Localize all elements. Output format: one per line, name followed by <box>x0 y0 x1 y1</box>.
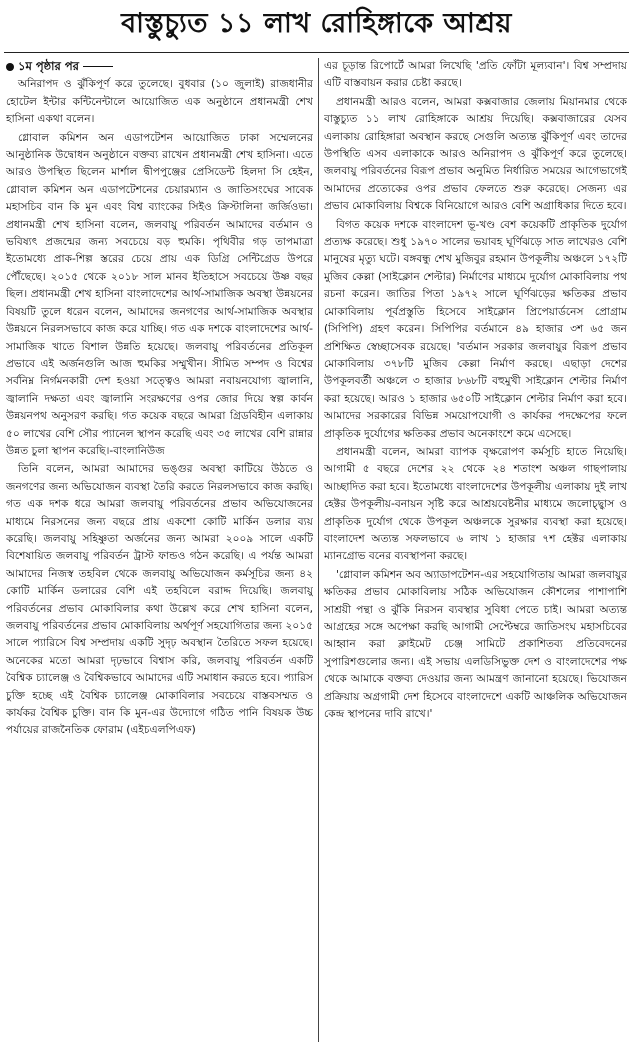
bullet-icon <box>6 63 14 71</box>
paragraph: 'গ্লোবাল কমিশন অব অ্যাডাপটেশন-এর সহযোগিতায় আমরা জলবায়ুর ক্ষতিকর প্রভাব মোকাবিলায় সঠিক অভিযোজন কৌশলের পাশাপাশি সাশ্রয়ী পন্থা ও ঝুঁকি নিরসন ব্যবস্থার সুবিধা পেতে চাই। আমরা অত্যন্ত আগ্রহের সঙ্গে অপেক্ষা করছি আগামী সেপ্টেম্বরে জাতিসংঘ মহাসচিবের আহ্বান করা ক্লাইমেট চেঞ্জ সামিটে প্রকাশিতব্য প্রতিবেদনের সুপারিশগুলোর জন্য। এই সভায় এলডিসিভুক্ত দেশ ও বাংলাদেশের পক্ষ থেকে আমাকে বক্তব্য দেওয়ার জন্য আমন্ত্রণ জানানো হয়েছে। ভিযোজন প্রক্রিয়ায় অগ্রগামী দেশ হিসেবে বাংলাদেশে একটি আঞ্চলিক অভিযোজন কেন্দ্র স্থাপনের দাবি রাখে।' <box>324 568 627 721</box>
paragraph: বিগত কয়েক দশকে বাংলাদেশ ভূ-খণ্ড বেশ কয়েকটি প্রাকৃতিক দুর্যোগ প্রত্যক্ষ করেছে। শুধু ১৯৭০ সালের ভয়াবহ ঘূর্ণিঝড়ে সাত লাখেরও বেশি মানুষের মৃত্যু ঘটে। বঙ্গবন্ধু শেখ মুজিবুর রহমান উপকূলীয় অঞ্চলে ১৭২টি মুজিব কেল্লা (সাইক্লোন শেল্টার) নির্মাণের মাধ্যমে দুর্যোগ মোকাবিলায় পথ রচনা করেন। জাতির পিতা ১৯৭২ সালে ঘূর্ণিঝড়ের ক্ষতিকর প্রভাব মোকাবিলায় পূর্বপ্রস্তুতি হিসেবে সাইক্লোন প্রিপেয়ার্ডনেস প্রোগ্রাম (সিপিপি) গ্রহণ করেন। সিপিপির বর্তমানে ৪৯ হাজার ৩শ ৬৫ জন প্রশিক্ষিত স্বেচ্ছাসেবক রয়েছে। 'বর্তমান সরকার জলবায়ুর বিরূপ প্রভাব মোকাবিলায় ৩৭৮টি মুজিব কেল্লা নির্মাণ করছে। এছাড়া দেশের উপকূলবর্তী অঞ্চলে ৩ হাজার ৮৬৮টি বহুমুখী সাইক্লোন শেল্টার নির্মাণ করা হয়েছে। আরও ১ হাজার ৬৫০টি সাইক্লোন শেল্টার নির্মাণ করা হবে। আমাদের সরকারের বিভিন্ন সময়োপযোগী ও কার্যকর পদক্ষেপের ফলে প্রাকৃতিক দুর্যোগের ক্ষতিকর প্রভাব অনেকাংশে কমে এসেছে। <box>324 218 627 440</box>
headline: বাস্তুচ্যুত ১১ লাখ রোহিঙ্গাকে আশ্রয় <box>121 8 512 39</box>
headline-rule <box>4 52 629 53</box>
paragraph: গ্লোবাল কমিশন অন এডাপটেশন আয়োজিত ঢাকা সম্মেলনের আনুষ্ঠানিক উদ্বোধন অনুষ্ঠানে বক্তব্য রাখেন প্রধানমন্ত্রী শেখ হাসিনা। এতে আরও উপস্থিত ছিলেন মার্শাল দ্বীপপুঞ্জের প্রেসিডেন্ট হিলদা সি হেইন, গ্লোবাল কমিশন অন এডাপটেশনের চেয়ারম্যান ও জাতিসংঘের সাবেক মহাসচিব বান কি মুন এবং বিশ্ব ব্যাংকের সিইও ক্রিস্টালিনা জর্জিওভা। প্রধানমন্ত্রী শেখ হাসিনা বলেন, জলবায়ু পরিবর্তন আমাদের বর্তমান ও ভবিষ্যৎ প্রজন্মের জন্য সবচেয়ে বড় হুমকি। পৃথিবীর গড় তাপমাত্রা ইতোমধ্যে প্রাক-শিল্প স্তরের চেয়ে প্রায় এক ডিগ্রি সেন্টিগ্রেড উপরে পৌঁছেছে। ২০১৫ থেকে ২০১৮ সাল মানব ইতিহাসে সবচেয়ে উষ্ণ বছর ছিল। প্রধানমন্ত্রী শেখ হাসিনা বাংলাদেশের আর্থ-সামাজিক অবস্থা উন্নয়নের বিষয়টি তুলে ধরেন বলেন, আমাদের জনগণের আর্থ-সামাজিক অবস্থার উন্নয়নে নিরলসভাবে কাজ করে যাচ্ছি। গত এক দশকে বাংলাদেশের আর্থ-সামাজিক খাতে বিশাল উন্নতি হয়েছে। জলবায়ু পরিবর্তনের প্রতিকূল প্রভাবে এই অর্জনগুলি আজ হুমকির সম্মুখীন। সীমিত সম্পদ ও বিশ্বের সর্বনিম্ন নির্গমনকারী দেশ হওয়া সত্ত্বেও আমরা নবায়নযোগ্য জ্বালানি, জ্বালানি দক্ষতা এবং জ্বালানি সংরক্ষণের ওপর জোর দিয়ে স্বল্প কার্বন উন্নয়নপথ অনুসরণ করছি। গত কয়েক বছরে আমরা গ্রিডবিহীন এলাকায় ৫০ লাখের বেশি সৌর প্যানেল স্থাপন করেছি এবং ৩৫ লাখের বেশি রান্নার উন্নত চুলা স্থাপন করেছি।-বাংলানিউজ <box>6 131 313 457</box>
continuation-line <box>83 66 113 67</box>
article-column-left <box>6 58 313 1042</box>
paragraph: প্রধানমন্ত্রী আরও বলেন, আমরা কক্সবাজার জেলায় মিয়ানমার থেকে বাস্তুচ্যুত ১১ লাখ রোহিঙ্গাকে আশ্রয় দিয়েছি। কক্সবাজারের যেসব এলাকায় রোহিঙ্গারা অবস্থান করছে সেগুলি অত্যন্ত ঝুঁকিপূর্ণ এবং তাদের উপস্থিতি এসব এলাকাকে আরও অনিরাপদ ও ঝুঁকিপূর্ণ করে তুলেছে। জলবায়ু পরিবর্তনের বিরূপ প্রভাব অনুমিত নির্ধারিত সময়ের আগেভাগেই আমাদের প্রত্যেকের ওপর প্রভাব ফেলতে শুরু করেছে। সেজন্য এর প্রভাব মোকাবিলায় বিশ্বকে বিনিয়োগে আরও বেশি অগ্রাধিকার দিতে হবে। <box>324 95 627 213</box>
paragraph: এর চূড়ান্ত রিপোর্টে আমরা লিখেছি 'প্রতি ফোঁটা মূল্যবান'। বিশ্ব সম্প্রদায় এটি বাস্তবায়ন করার চেষ্টা করছে। <box>324 60 627 90</box>
article-column-right <box>324 58 627 1042</box>
continuation-marker <box>6 58 313 75</box>
paragraph: তিনি বলেন, আমরা আমাদের ভঙ্গুর অবস্থা কাটিয়ে উঠতে ও জনগণের জন্য অভিযোজন ব্যবস্থা তৈরি করতে নিরলসভাবে কাজ করছি। গত এক দশক ধরে আমরা জলবায়ু পরিবর্তনের প্রভাব অভিযোজনের মাধ্যমে নিরসনের জন্য বছরে প্রায় একশো কোটি মার্কিন ডলার ব্যয় করেছি। জলবায়ু সহিষ্ণুতা অর্জনের জন্য আমরা ২০০৯ সালে একটি বিশেষায়িত জলবায়ু পরিবর্তন ট্রাস্ট ফান্ডও গঠন করেছি। এ পর্যন্ত আমরা আমাদের নিজস্ব তহবিল থেকে জলবায়ু অভিযোজন কর্মসূচির জন্য ৪২ কোটি মার্কিন ডলারের বেশি এই তহবিলে বরাদ্দ দিয়েছি। জলবায়ু পরিবর্তনের প্রভাব মোকাবিলার কথা উল্লেখ করে শেখ হাসিনা বলেন, জলবায়ু পরিবর্তনের প্রভাব মোকাবিলায় অর্থপূর্ণ সহযোগিতার জন্য ২০১৫ সালে প্যারিসে বিশ্ব সম্প্রদায় একটি সুদৃঢ় অবস্থান তৈরিতে সফল হয়েছে। অনেকের মতো আমরা দৃঢ়ভাবে বিশ্বাস করি, জলবায়ু পরিবর্তন একটি বৈশ্বিক চ্যালেঞ্জ ও বৈশ্বিকভাবে আমাদের এটি সমাধান করতে হবে। প্যারিস চুক্তি হচ্ছে এই বৈশ্বিক চ্যালেঞ্জ মোকাবিলার সবচেয়ে বাস্তবসম্মত ও কার্যকর বৈশ্বিক চুক্তি। বান কি মুন-এর উদ্যোগে গঠিত পানি বিষয়ক উচ্চ পর্যায়ের রাজনৈতিক ফোরাম (এইচএলপিএফ) <box>6 463 313 737</box>
column-divider <box>318 58 319 1042</box>
continuation-label: ১ম পৃষ্ঠার পর <box>18 59 79 73</box>
paragraph: প্রধানমন্ত্রী বলেন, আমরা ব্যাপক বৃক্ষরোপণ কর্মসূচি হাতে নিয়েছি। আগামী ৫ বছরে দেশের ২২ থেকে ২৪ শতাংশ অঞ্চল গাছপালায় আচ্ছাদিত করা হবে। ইতোমধ্যে বাংলাদেশের উপকূলীয় এলাকায় দুই লাখ হেক্টর উপকূলীয়-বনায়ন সৃষ্টি করে আশ্রয়বেষ্টনীর মাধ্যমে জলোচ্ছ্বাস ও প্রাকৃতিক দুর্যোগ থেকে উপকূল অঞ্চলকে সুরক্ষার ব্যবস্থা করা হয়েছে। বাংলাদেশ অত্যন্ত সফলভাবে ৬ লাখ ১ হাজার ৭শ হেক্টর এলাকায় ম্যানগ্রোভ বনের ব্যবস্থাপনা করছে। <box>324 445 627 563</box>
paragraph: অনিরাপদ ও ঝুঁকিপূর্ণ করে তুলেছে। বুধবার (১০ জুলাই) রাজধানীর হোটেল ইন্টার কন্টিনেন্টালে আয়োজিত এক অনুষ্ঠানে প্রধানমন্ত্রী শেখ হাসিনা একথা বলেন। <box>6 78 313 126</box>
